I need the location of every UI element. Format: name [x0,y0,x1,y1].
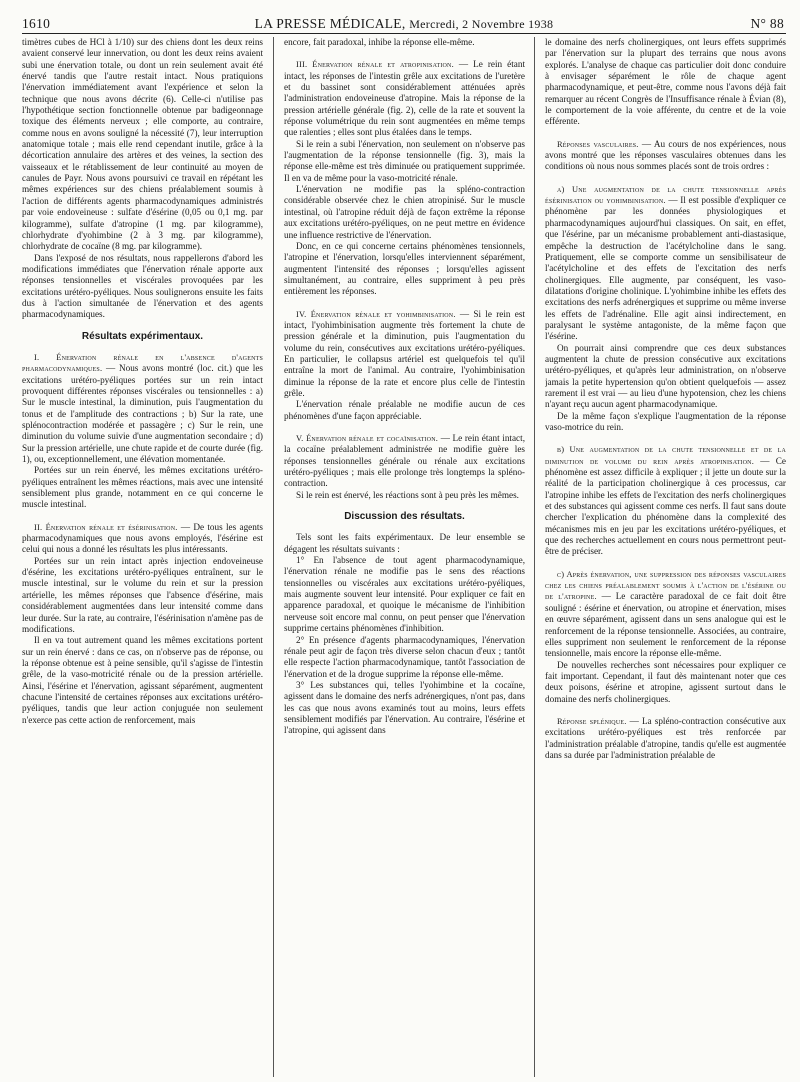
subsection [545,716,786,761]
text-columns [22,37,786,1077]
subsection [284,59,525,138]
subsection-title: V. Énervation rénale et cocaïnisation. [296,434,439,443]
subsection-title: b) Une augmentation de la chute tensionnelle et de la diminution de volume du rein après atropinisation. [545,445,786,466]
paragraph: Portées sur un rein énervé, les mêmes excitations urétéro-pyéliques entraînent les mêmes réactions, mais avec une intensité sensiblement plus grande, notamment en ce qui concerne le muscle intestinal. [22,465,263,510]
section-heading: Résultats expérimentaux. [81,330,204,342]
subsection-text: — Il est possible d'expliquer ce phénomène par les données physiologiques et pharmacodynamiques aujourd'hui classiques. On sait, en effet, que l'ésérine, par un mécanisme probablement anti-diastasique, empêche la destruction de l'acétylcholine dans le sang. Pratiquement, elle se comporte comme un sensibilisateur de l'acétylcholine et des effets de l'excitation des nerfs cholinergiques. Elle augmente, par conséquent, les vaso-dilatations d'origine cholinique. L'yohimbine inhibe les effets des excitations des nerfs adrénergiques et supprime ou même inverse les effets de l'adrénaline. Elle agit ainsi indirectement, en paralysant le système antagoniste, de la même façon que l'ésérine. [545,195,786,342]
section-heading: Discussion des résultats. [344,511,465,523]
column-middle [284,37,525,1077]
subsection-text: — Le rein étant intact, la cocaïne préalablement administrée ne modifie guère les réponses tensionnelles générale ou rénale aux excitations urétéro-pyéliques ; mais elle prolonge très longtemps la spléno-contraction. [284,433,525,489]
header-rule [22,33,786,34]
subsection [284,433,525,490]
column-left [22,37,263,1077]
paragraph: Portées sur un rein intact après injection endoveineuse d'ésérine, les excitations urétéro-pyéliques entraînent, sur le muscle intestinal, sur le volume du rein et sur la pression artérielle, les mêmes réponses que l'absence d'ésérine, mais considérablement augmentées dans leur intensité comme dans leur durée. Sur la rate, au contraire, l'ésérinisation n'amène pas de modifications. [22,555,263,634]
paragraph: 3° Les substances qui, telles l'yohimbine et la cocaïne, agissent dans le domaine des nerfs adrénergiques, n'ont pas, dans les cas que nous avons examinés tout au moins, leurs effets sensiblement modifiés par l'énervation. Au contraire, l'ésérine et l'atropine, qui agissent dans [284,679,525,736]
paragraph: timètres cubes de HCl à 1/10) sur des chiens dont les deux reins avaient conservé leur innervation, ou dont les deux reins avaient subi une énervation totale, ou dont un rein seulement avait été énervé tandis que l'autre restait intact. Nous pratiquions l'énervation immédiatement avant l'expérience et selon la technique que nous avons décrite (6). Celle-ci n'utilise pas l'hypothétique section fonctionnelle obtenue par badigeonnage toxique des éléments nerveux ; elle comporte, au contraire, comme nous en avons souligné la nécessité (7), leur interruption anatomique totale ; mais elle rend cependant inutile, grâce à la décortication annulaire des artères et des veines, la section des vaisseaux et le rétablissement de leur continuité au moyen de canules de Payr. Nous avons poursuivi ce travail en répétant les mêmes expériences sur des chiens préalablement soumis à l'action de différents agents pharmacodynamiques administrés par voie endoveineuse : sulfate d'ésérine (0,05 ou 0,1 mg. par kilogramme), sulfate d'atropine (1 mg. par kilogramme), chlorhydrate d'yohimbine (2 à 3 mg. par kilogramme), chlorhydrate de cocaïne (8 mg. par kilogramme). [22,37,263,252]
paragraph: encore, fait paradoxal, inhibe la réponse elle-même. [284,37,475,47]
page-header [22,10,786,32]
subsection-text: — Si le rein est intact, l'yohimbinisation augmente très fortement la chute de pression générale et la diminution, puis l'augmentation du volume du rein, consécutives aux excitations urétéro-pyéliques. En particulier, le collapsus artériel est quelquefois tel qu'il entraîne la mort de l'animal. Au contraire, l'yohimbinisation diminue la réponse de la rate et encore plus celle de l'intestin grêle. [284,308,525,398]
paragraph: L'énervation rénale préalable ne modifie aucun de ces phénomènes d'une façon appréciable. [284,399,525,421]
subsection [545,569,786,660]
journal-name: LA PRESSE MÉDICALE, [254,16,406,31]
paragraph: 2° En présence d'agents pharmacodynamiques, l'énervation rénale peut agir de façon très diverse selon chacun d'eux ; tantôt elle respecte l'action pharmacodynamique, tantôt l'association de l'énervation et de la drogue supprime la réponse elle-même. [284,634,525,679]
paragraph: Si le rein est énervé, les réactions sont à peu près les mêmes. [296,489,519,500]
paragraph: Dans l'exposé de nos résultats, nous rappellerons d'abord les modifications immédiates que l'énervation rénale apporte aux réponses tensionnelles et viscérales provoquées par les excitations urétéro-pyéliques. Nous soulignerons ensuite les faits dus à l'action simultanée de l'énervation et des agents pharmacodynamiques. [22,252,263,320]
subsection [545,444,786,557]
column-divider [534,37,535,1077]
subsection [22,522,263,556]
column-divider [273,37,274,1077]
subsection-title: III. Énervation rénale et atropinisation. [296,60,454,70]
subsection-text: — Ce phénomène est assez difficile à expliquer ; il jette un doute sur la réalité de la participation cholinergique à ces processus, car l'atropine inhibe les effets de l'excitation des nerfs cholinergiques et des substances qui agissent comme ces nerfs. Il faut sans doute chercher l'explication du phénomène dans la complexité des mécanismes mis en jeu par les excitations urétéro-pyéliques, et que des recherches actuellement en cours nous permettront peut-être de préciser. [545,455,786,557]
subsection [22,352,263,465]
paragraph: Donc, en ce qui concerne certains phénomènes tensionnels, l'atropine et l'énervation, lorsqu'elles interviennent séparément, augmentent l'intensité des réponses ; lorsqu'elles agissent simultanément, au contraire, elles suppriment à peu près entièrement les réponses. [284,240,525,297]
issue-number: N° 88 [750,16,784,31]
paragraph: le domaine des nerfs cholinergiques, ont leurs effets supprimés par l'énervation sur la plupart des terrains que nous avons explorés. L'analyse de chaque cas particulier doit donc conduire à envisager séparément le rôle de chaque agent pharmacodynamique, et peut-être, comme nous l'avons déjà fait remarquer au récent Congrès de l'Insuffisance rénale à Évian (8), le comportement de la voie afférente, du centre et de la voie efférente. [545,37,786,127]
subsection-title: I. Énervation rénale en l'absence d'agents pharmacodynamiques. [22,352,263,374]
subsection-text: — Nous avons montré (loc. cit.) que les excitations urétéro-pyéliques portées sur un rein intact provoquent différentes réponses viscérales ou tensionnelles : a) Sur le muscle intestinal, la diminution, puis l'augmentation du tonus et de l'amplitude des contractions ; b) Sur la rate, une splénocontraction modérée et passagère ; c) Sur le rein, une diminution du volume suivie d'une augmentation secondaire ; d) Sur la pression artérielle, une chute rapide et de courte durée (fig. 1), ou, exceptionnellement, une élévation momentanée. [22,363,263,465]
subsection-text: — De tous les agents pharmacodynamiques que nous avons employés, l'ésérine est celui qui nous a donné les résultats les plus intéressants. [22,521,263,555]
subsection-text: — Le rein étant intact, les réponses de l'intestin grêle aux excitations de l'uretère et du bassinet sont considérablement atténuées après l'administration endoveineuse d'atropine. Mais la réponse de la pression artérielle générale (fig. 2), celle de la rate et souvent la réponse volumétrique du rein sont augmentées en même temps que ralenties ; elles sont plus étalées dans le temps. [284,59,525,138]
paragraph: 1° En l'absence de tout agent pharmacodynamique, l'énervation rénale ne modifie pas le sens des réactions tensionnelles ou viscérales aux excitations urétéro-pyéliques, mais augmente souvent leur intensité. Pour expliquer ce fait en apparence paradoxal, et quoique le mécanisme de l'inhibition nerveuse soit encore mal connu, on peut penser que l'énervation supprime certains phénomènes d'inhibition. [284,555,525,634]
subsection-title: IV. Énervation rénale et yohimbinisation. [296,309,456,319]
subsection-title: II. Énervation rénale et ésérinisation. [34,522,178,532]
page-number: 1610 [22,16,51,31]
paragraph: De la même façon s'explique l'augmentation de la réponse vaso-motrice du rein. [545,410,786,432]
running-title [22,16,786,32]
column-right [545,37,786,1077]
paragraph: De nouvelles recherches sont nécessaires pour expliquer ce fait important. Cependant, il faut dès maintenant noter que ces deux poisons, ésérine et atropine, agissent surtout dans le domaine des nerfs cholinergiques. [545,659,786,704]
subsection [284,309,525,400]
subsection-title: Réponses vasculaires. [557,139,639,149]
subsection-title: Réponse splénique. [557,716,627,726]
paragraph: On pourrait ainsi comprendre que ces deux substances augmentent la chute de pression consécutive aux excitations urétéro-pyéliques, et qu'après leur administration, on n'observe jamais la petite hypertension qu'on obtient quelquefois — assez rarement il est vrai — au lieu d'une hypotension, chez les chiens n'ayant reçu aucun agent pharmacodynamique. [545,342,786,410]
issue-date: Mercredi, 2 Novembre 1938 [409,17,554,31]
subsection-title: c) Après énervation, une suppression des réponses vasculaires chez les chiens préalablement soumis à l'action de l'ésérine ou de l'atropine. [545,569,786,602]
subsection [545,184,786,343]
subsection [545,139,786,173]
paragraph: Tels sont les faits expérimentaux. De leur ensemble se dégagent les résultats suivants : [284,532,525,554]
paragraph: Il en va tout autrement quand les mêmes excitations portent sur un rein énervé : dans ce cas, on n'observe pas de réponse, ou la réponse obtenue est à peine sensible, qu'il s'agisse de l'intestin grêle, de la vaso-motricité rénale ou de la pression artérielle. Ainsi, l'ésérine et l'énervation, agissant séparément, augmentent chacune l'intensité de certaines réponses aux excitations urétéro-pyéliques, tandis que leur action conjuguée non seulement n'exerce pas cette action de renforcement, mais [22,635,263,725]
subsection-text: — Le caractère paradoxal de ce fait doit être souligné : ésérine et énervation, ou atropine et énervation, mises en œuvre séparément, agissent dans un sens analogue qui est le renforcement de la réponse tensionnelle. Associées, au contraire, elles suppriment non seulement le renforcement de la réponse tensionnelle, mais encore la réponse elle-même. [545,591,786,659]
subsection-text: — Au cours de nos expériences, nous avons montré que les réponses vasculaires obtenues dans les conditions où nous nous sommes placés sont de trois ordres : [545,138,786,172]
subsection-text: — La spléno-contraction consécutive aux excitations urétéro-pyéliques est très renforcée par l'administration préalable d'atropine, tandis qu'elle est augmentée dans sa durée par l'administration préalable de [545,715,786,760]
subsection-title: a) Une augmentation de la chute tensionnelle après ésérinisation ou yohimbinisation. [545,184,786,206]
paragraph: L'énervation ne modifie pas la spléno-contraction considérable observée chez le chien atropinisé. Sur le muscle intestinal, où l'atropine réduit déjà de façon extrême la réponse aux excitations urétéro-pyéliques, on ne peut mettre en évidence une influence restrictive de l'énervation. [284,184,525,240]
paragraph: Si le rein a subi l'énervation, non seulement on n'observe pas l'augmentation de la réponse tensionnelle (fig. 3), mais la réponse elle-même est très diminuée ou pratiquement supprimée. Il en va de même pour la vaso-motricité rénale. [284,138,525,183]
